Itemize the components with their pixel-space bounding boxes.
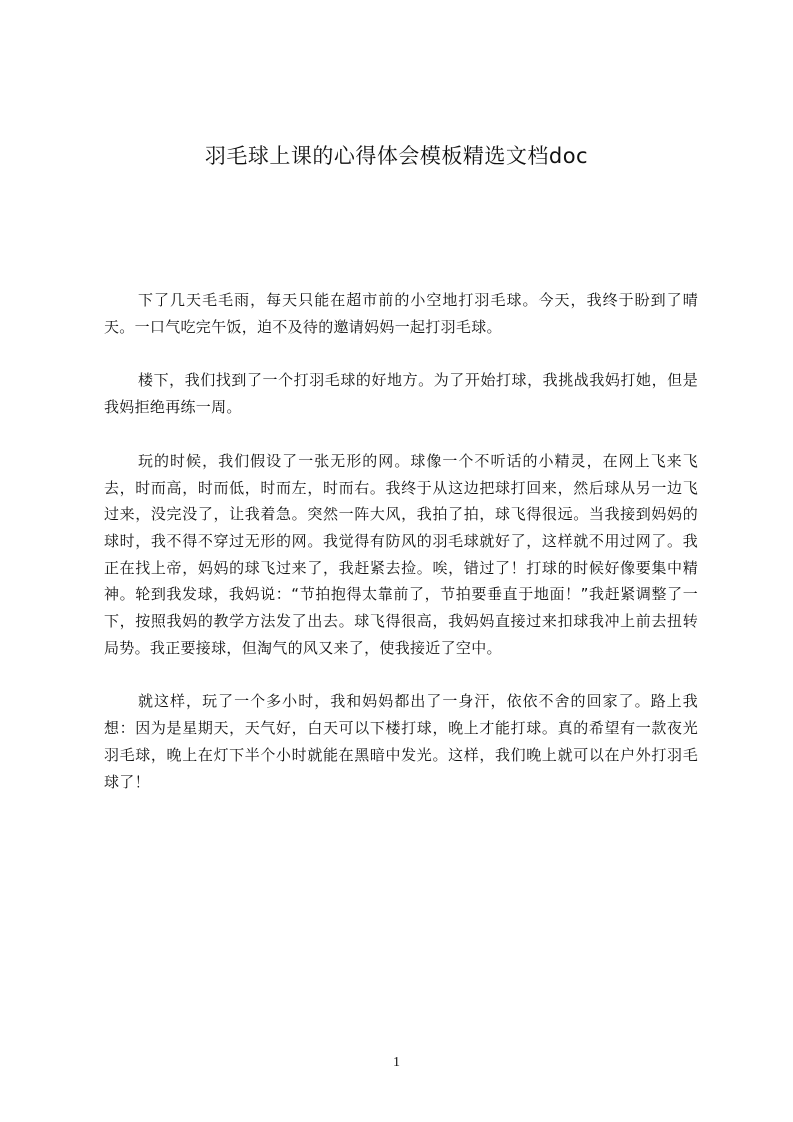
page-number: 1 bbox=[393, 1055, 400, 1070]
document-body bbox=[104, 287, 698, 822]
paragraph-4: 就这样，玩了一个多小时，我和妈妈都出了一身汗，依依不舍的回家了。路上我想：因为是星期天，天气好，白天可以下楼打球，晚上才能打球。真的希望有一款夜光羽毛球，晚上在灯下半个小时就能在黑暗中发光。这样，我们晚上就可以在户外打羽毛球了！ bbox=[104, 692, 698, 791]
paragraph-1: 下了几天毛毛雨，每天只能在超市前的小空地打羽毛球。今天，我终于盼到了晴天。一口气吃完午饭，迫不及待的邀请妈妈一起打羽毛球。 bbox=[104, 291, 698, 336]
paragraph-2: 楼下，我们找到了一个打羽毛球的好地方。为了开始打球，我挑战我妈打她，但是我妈拒绝再练一周。 bbox=[104, 371, 698, 417]
document-title: 羽毛球上课的心得体会模板精选文档doc bbox=[204, 144, 589, 168]
paragraph-3: 玩的时候，我们假设了一张无形的网。球像一个不听话的小精灵，在网上飞来飞去，时而高，时而低，时而左，时而右。我终于从这边把球打回来，然后球从另一边飞过来，没完没了，让我着急。突然一阵大风，我拍了拍，球飞得很远。当我接到妈妈的球时，我不得不穿过无形的网。我觉得有防风的羽毛球就好了，这样就不用过网了。我正在找上帝，妈妈的球飞过来了，我赶紧去捡。唉，错过了！打球的时候好像要集中精神。轮到我发球，我妈说：“节拍抱得太靠前了，节拍要垂直于地面！”我赶紧调整了一下，按照我妈的教学方法发了出去。球飞得很高，我妈妈直接过来扣球我冲上前去扭转局势。我正要接球，但淘气的风又来了，使我接近了空中。 bbox=[104, 451, 698, 657]
